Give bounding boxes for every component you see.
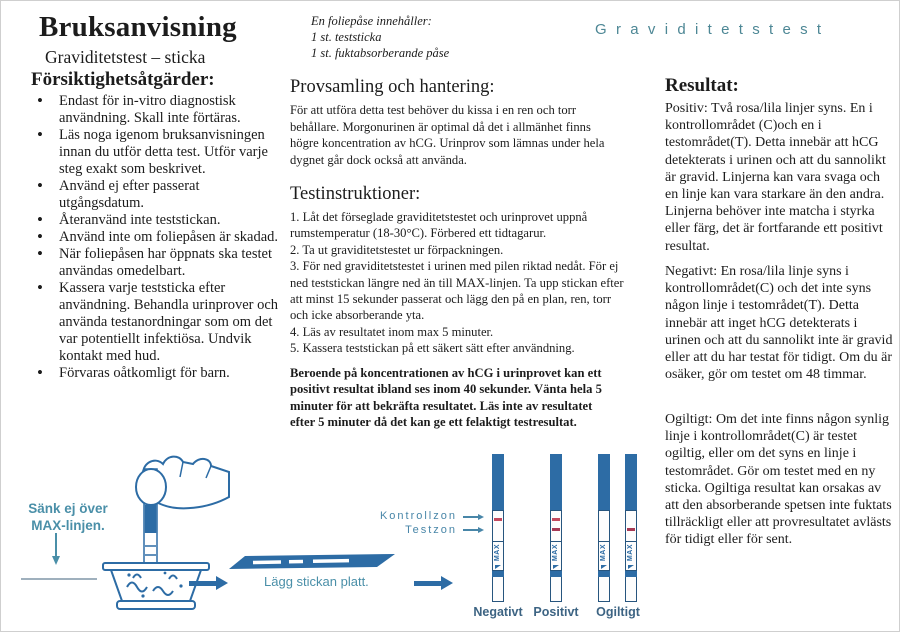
stick-absorbent-tip [492, 577, 504, 602]
stick-absorbent-tip [625, 577, 637, 602]
result-negative-text: Negativt: En rosa/lila linje syns i kontrollområdet(C) och det inte syns någon linje i testområdet(T). Detta innebär att inget hCG detekterats i urinen och att du sannolikt inte är gravid eller att du har testat för tidigt. Om du är osäker, gör om testet om 48 timmar. [665, 264, 893, 383]
brand-wordmark: Graviditetstest [595, 21, 831, 38]
package-contents-line: En foliepåse innehåller: [311, 14, 432, 28]
precaution-item: • Förvaras oåtkomligt för barn. [29, 365, 281, 382]
precaution-item: • Använd ej efter passerat utgångsdatum. [29, 178, 281, 212]
package-contents-line: 1 st. teststicka [311, 30, 382, 44]
package-contents [311, 13, 449, 61]
flat-stick-illustration [229, 548, 401, 572]
stick-label-positive: Positivt [533, 605, 579, 619]
page-subtitle: Graviditetstest – sticka [45, 47, 206, 67]
test-stick-negativt-0 [492, 454, 504, 602]
precaution-item: • Läs noga igenom bruksanvisningen innan du utför detta test. Utför varje steg exakt som beskrivet. [29, 127, 281, 178]
stick-absorbent-tip [550, 577, 562, 602]
test-line [552, 528, 560, 531]
test-sticks [492, 454, 642, 602]
step-arrow-icon [414, 581, 441, 586]
timing-warning: Beroende på koncentrationen av hCG i urinprovet kan ett positivt resultat ibland ses inom 40 sekunder. Vänta hela 5 minuter för att bekräfta resultatet. Läs inte av resultatet efter 5 minuter då det kan ge ett felaktigt testresultat. [290, 366, 602, 430]
instruction-step: 5. Kassera teststickan på ett säkert sätt efter användning. [290, 341, 575, 356]
precaution-item: • Använd inte om foliepåsen är skadad. [29, 229, 281, 246]
precautions-heading: Försiktighetsåtgärder: [31, 69, 215, 90]
controlzone-label: Kontrollzon [379, 510, 457, 522]
controlzone-arrow-icon [463, 516, 478, 518]
dip-caption: Sänk ej över MAX-linjen. [28, 501, 108, 533]
max-label: MAX [552, 544, 559, 562]
stick-handle [598, 454, 610, 510]
instructions-heading: Testinstruktioner: [290, 184, 421, 204]
stick-handle [492, 454, 504, 510]
stick-max-section [550, 542, 562, 571]
sampling-heading: Provsamling och hantering: [290, 77, 495, 97]
result-positive-text: Positiv: Två rosa/lila linjer syns. En i kontrollområdet (C)och en i testområdet(T). Detta innebär att hCG detekterats i urinen och att du sannolikt är gravid. Linjerna kan vara svaga och en linje kan vara starkare än den andra. Linjerna behöver inte matcha i styrka eller färg, det är fortfarande ett positivt resultat. [665, 101, 886, 254]
max-label: MAX [627, 544, 634, 562]
max-label: MAX [494, 544, 501, 562]
stick-result-window [492, 510, 504, 542]
dip-stick-illustration [81, 451, 233, 617]
precautions-list [29, 93, 281, 382]
stick-result-window [550, 510, 562, 542]
stick-max-section [492, 542, 504, 571]
result-invalid-text: Ogiltigt: Om det inte finns någon synlig linje i kontrollområdet(C) är testet ogiltig, eller om det syns en linje i testområdet. Gör om testet med en ny sticka. Ogiltiga resultat kan orsakas av att den absorberande spetsen inte fuktats tillräckligt eller att provresultatet avlästs för tidigt eller för sent. [665, 412, 892, 548]
stick-max-section [625, 542, 637, 571]
stick-handle [550, 454, 562, 510]
instruction-steps [290, 209, 624, 357]
step-arrow-icon [189, 581, 216, 586]
down-arrow-icon [55, 533, 57, 557]
max-label: MAX [600, 544, 607, 562]
results-heading: Resultat: [665, 75, 739, 96]
stick-label-invalid: Ogiltigt [596, 605, 640, 619]
stick-max-section [598, 542, 610, 571]
control-line [552, 518, 560, 521]
testzone-arrow-icon [463, 529, 478, 531]
flat-caption: Lägg stickan platt. [264, 574, 369, 589]
instruction-step: 1. Låt det förseglade graviditetstestet och urinprovet uppnå rumstemperatur (18-30°C). Förbered ett tidtagarur. [290, 210, 588, 241]
instruction-step: 3. För ned graviditetstestet i urinen med pilen riktad nedåt. För ej ned teststickan längre ned än till MAX-linjen. Ta upp stickan efter att minst 15 sekunder passerat och lägg den på en plan, ren, torr och icke absorberande yta. [290, 259, 624, 323]
instruction-step: 2. Ta ut graviditetstestet ur förpackningen. [290, 242, 504, 257]
instruction-step: 4. Läs av resultatet inom max 5 minuter. [290, 324, 494, 339]
test-stick-ogiltigt-3 [625, 454, 637, 602]
precaution-item: • Kassera varje teststicka efter användning. Behandla urinprover och använda testanordningar som om det var potentiellt infektiösa. Undvik kontakt med hud. [29, 280, 281, 365]
stick-result-window [625, 510, 637, 542]
stick-absorbent-tip [598, 577, 610, 602]
stick-handle [625, 454, 637, 510]
testzone-label: Testzon [405, 524, 457, 536]
test-stick-positivt-1 [550, 454, 562, 602]
sampling-body: För att utföra detta test behöver du kissa i en ren och torr behållare. Morgonurinen är optimal då det i allmänhet finns högre koncentration av hCG. Urinprov som lämnas under hela dygnet går dock också att använda. [290, 103, 605, 167]
package-contents-line: 1 st. fuktabsorberande påse [311, 46, 450, 60]
stick-label-negative: Negativt [473, 605, 523, 619]
control-line [494, 518, 502, 521]
page-title: Bruksanvisning [39, 11, 237, 43]
stick-result-window [598, 510, 610, 542]
precaution-item: • Endast för in-vitro diagnostisk användning. Skall inte förtäras. [29, 93, 281, 127]
test-stick-ogiltigt-2 [598, 454, 610, 602]
precaution-item: • Återanvänd inte teststickan. [29, 212, 281, 229]
precaution-item: • När foliepåsen har öppnats ska testet användas omedelbart. [29, 246, 281, 280]
test-line [627, 528, 635, 531]
